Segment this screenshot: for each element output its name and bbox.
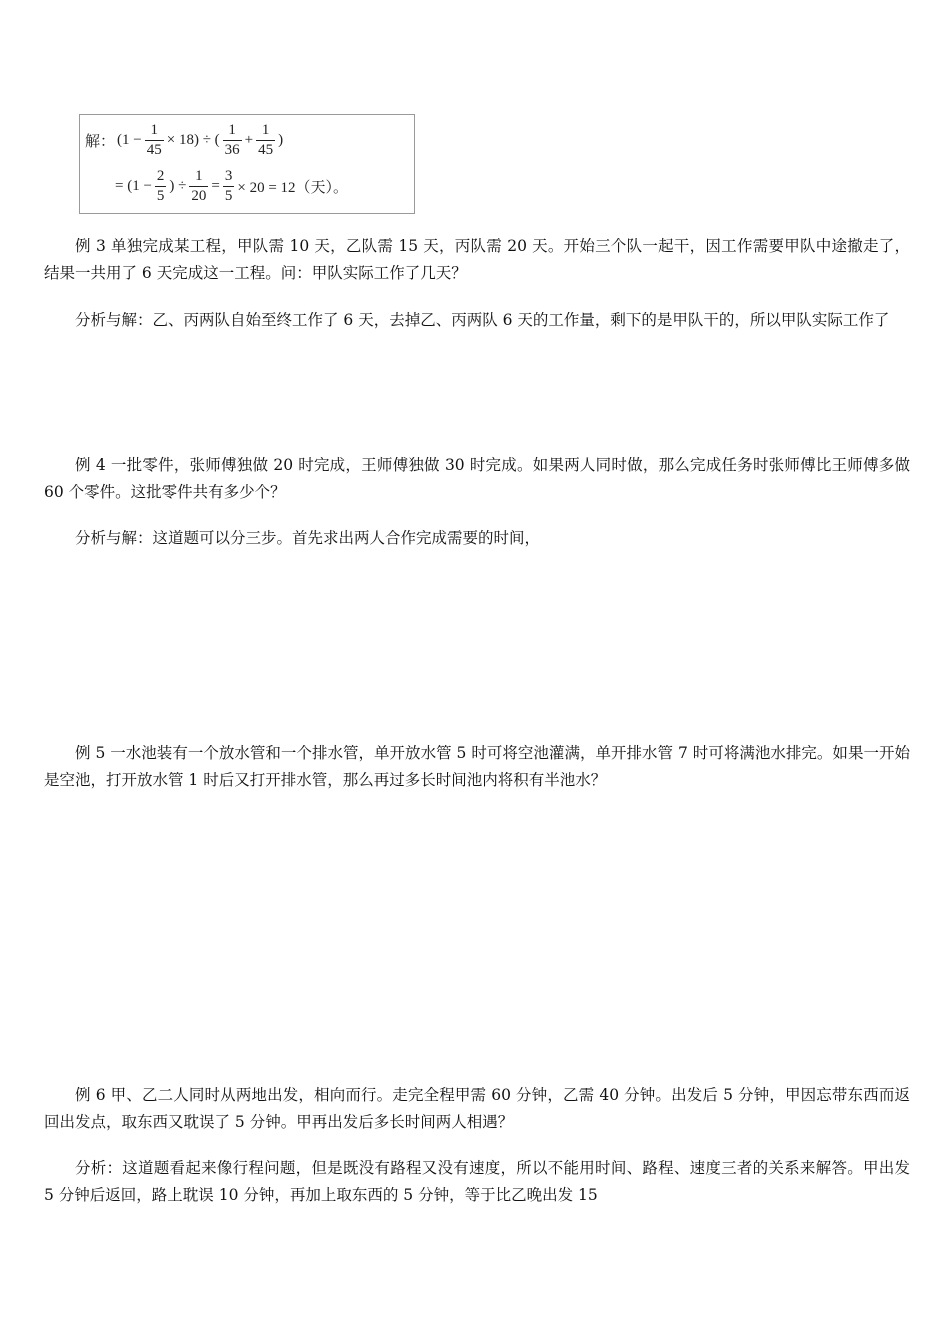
- formula-text: × 18) ÷ (: [166, 132, 220, 148]
- formula-text: (1 −: [117, 132, 142, 148]
- fraction: $\frac{2}{5}$: [156, 168, 165, 204]
- formula-text: =: [211, 178, 220, 194]
- fraction: $\frac{3}{5}$: [224, 168, 233, 204]
- example-6-analysis: 分析：这道题看起来像行程问题，但是既没有路程又没有速度，所以不能用时间、路程、速度三者的关系来解答。甲出发 5 分钟后返回，路上耽误 10 分钟，再加上取东西的 5 分钟，等于比乙晚出发 15: [44, 1159, 910, 1204]
- example-5-question: 例 5 一水池装有一个放水管和一个排水管，单开放水管 5 时可将空池灌满，单开排水管 7 时可将满池水排完。如果一开始是空池，打开放水管 1 时后又打开排水管，那么再过多长时间池内将积有半池水？: [44, 744, 910, 789]
- fraction: $\frac{1}{20}$: [191, 168, 207, 204]
- formula-line-1: [84, 123, 284, 158]
- example-3-question: 例 3 单独完成某工程，甲队需 10 天，乙队需 15 天，丙队需 20 天。开始三个队一起干，因工作需要甲队中途撤走了，结果一共用了 6 天完成这一工程。问：甲队实际工作了几天？: [44, 237, 910, 282]
- example-4-analysis: 分析与解：这道题可以分三步。首先求出两人合作完成需要的时间，: [75, 529, 541, 547]
- fraction: $\frac{1}{36}$: [224, 122, 240, 158]
- formula-text: ): [278, 132, 284, 148]
- fraction: $\frac{1}{45}$: [258, 122, 274, 158]
- fraction: $\frac{1}{45}$: [146, 122, 162, 158]
- solution-label: 解：: [85, 134, 116, 150]
- formula-text: ) ÷: [169, 178, 187, 194]
- solution-formula-box: [79, 114, 415, 214]
- formula-text: = (1 −: [115, 178, 152, 194]
- formula-line-2: [114, 169, 349, 204]
- example-3-analysis: 分析与解：乙、丙两队自始至终工作了 6 天，去掉乙、丙两队 6 天的工作量，剩下的是甲队干的，所以甲队实际工作了: [75, 311, 890, 329]
- formula-text: +: [244, 132, 254, 148]
- example-6-question: 例 6 甲、乙二人同时从两地出发，相向而行。走完全程甲需 60 分钟，乙需 40 分钟。出发后 5 分钟，甲因忘带东西而返回出发点，取东西又耽误了 5 分钟。甲再出发后多长时间两人相遇？: [44, 1086, 910, 1131]
- example-4-question: 例 4 一批零件，张师傅独做 20 时完成，王师傅独做 30 时完成。如果两人同时做，那么完成任务时张师傅比王师傅多做 60 个零件。这批零件共有多少个？: [44, 456, 910, 501]
- formula-text: × 20 = 12（天）。: [237, 180, 349, 196]
